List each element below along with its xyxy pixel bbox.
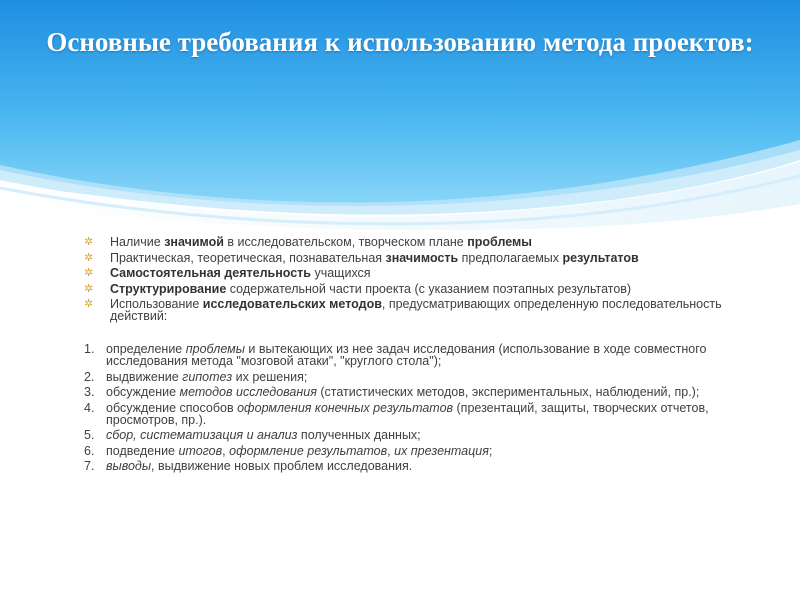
asterisk-bullet-icon: ✲ — [84, 282, 94, 295]
asterisk-bullet-icon: ✲ — [84, 251, 94, 264]
requirement-item — [84, 252, 734, 264]
text-run: результатов — [562, 250, 639, 265]
text-run: полученных данных; — [297, 428, 421, 442]
text-run: методов исследования — [179, 385, 317, 399]
text-run: Использование — [110, 297, 203, 311]
text-run: в исследовательском, творческом плане — [223, 235, 468, 249]
step-item — [84, 371, 734, 383]
text-run: обсуждение — [106, 385, 180, 399]
text-run: , — [387, 443, 395, 458]
requirement-item — [84, 236, 734, 248]
text-run: значимость — [385, 250, 459, 265]
asterisk-bullet-icon: ✲ — [84, 236, 94, 248]
text-run: итогов — [178, 443, 223, 458]
text-run: подведение — [106, 443, 179, 458]
text-run: значимой — [164, 235, 224, 249]
requirement-item — [84, 267, 734, 279]
text-run: проблемы — [185, 342, 245, 356]
text-run: исследовательских методов — [202, 297, 382, 311]
requirement-item — [84, 298, 734, 322]
text-run: гипотез — [182, 369, 233, 384]
step-number: 6. — [84, 443, 95, 458]
step-item — [84, 460, 734, 472]
text-run: предполагаемых — [458, 250, 563, 265]
step-number: 1. — [84, 342, 95, 356]
slide-content — [84, 236, 734, 476]
text-run: проблемы — [467, 235, 532, 249]
text-run: сбор, систематизация и анализ — [106, 428, 298, 442]
text-run: оформления конечных результатов — [237, 400, 454, 415]
text-run: обсуждение способов — [106, 400, 238, 415]
text-run: (статистических методов, экспериментальных, наблюдений, пр.); — [316, 385, 700, 399]
text-run: (презентаций, защиты, творческих отчетов, просмотров, пр.). — [106, 400, 709, 427]
text-run: , предусматривающих определенную последовательность действий: — [110, 297, 722, 323]
text-run: и вытекающих из нее задач исследования (использование в ходе совместного исследования метода "мозговой атаки", "круглого стола"); — [106, 342, 707, 368]
text-run: учащихся — [310, 266, 371, 280]
text-run: , выдвижение новых проблем исследования. — [151, 459, 413, 473]
text-run: , — [222, 443, 230, 458]
text-run: Практическая, теоретическая, познавательная — [110, 250, 386, 265]
text-run: оформление результатов — [229, 443, 388, 458]
text-run: Структурирование — [110, 281, 227, 296]
step-number: 3. — [84, 385, 95, 399]
step-number: 7. — [84, 459, 95, 473]
step-item — [84, 402, 734, 426]
step-item — [84, 445, 734, 457]
step-item — [84, 343, 734, 367]
step-number: 5. — [84, 428, 95, 442]
asterisk-bullet-icon: ✲ — [84, 267, 94, 279]
requirements-list — [84, 236, 734, 322]
steps-list — [84, 343, 734, 472]
text-run: выводы — [106, 459, 152, 473]
text-run: выдвижение — [106, 369, 183, 384]
text-run: их решения; — [232, 369, 308, 384]
requirement-item — [84, 283, 734, 295]
asterisk-bullet-icon: ✲ — [84, 298, 94, 310]
text-run: Наличие — [110, 235, 165, 249]
text-run: их презентация — [394, 443, 489, 458]
step-number: 2. — [84, 369, 95, 384]
text-run: ; — [488, 443, 493, 458]
text-run: определение — [106, 342, 186, 356]
text-run: содержательной части проекта (с указанием поэтапных результатов) — [226, 281, 632, 296]
step-number: 4. — [84, 400, 95, 415]
text-run: Самостоятельная деятельность — [110, 266, 311, 280]
slide-title: Основные требования к использованию метода проектов: — [46, 27, 754, 57]
step-item — [84, 429, 734, 441]
step-item — [84, 386, 734, 398]
